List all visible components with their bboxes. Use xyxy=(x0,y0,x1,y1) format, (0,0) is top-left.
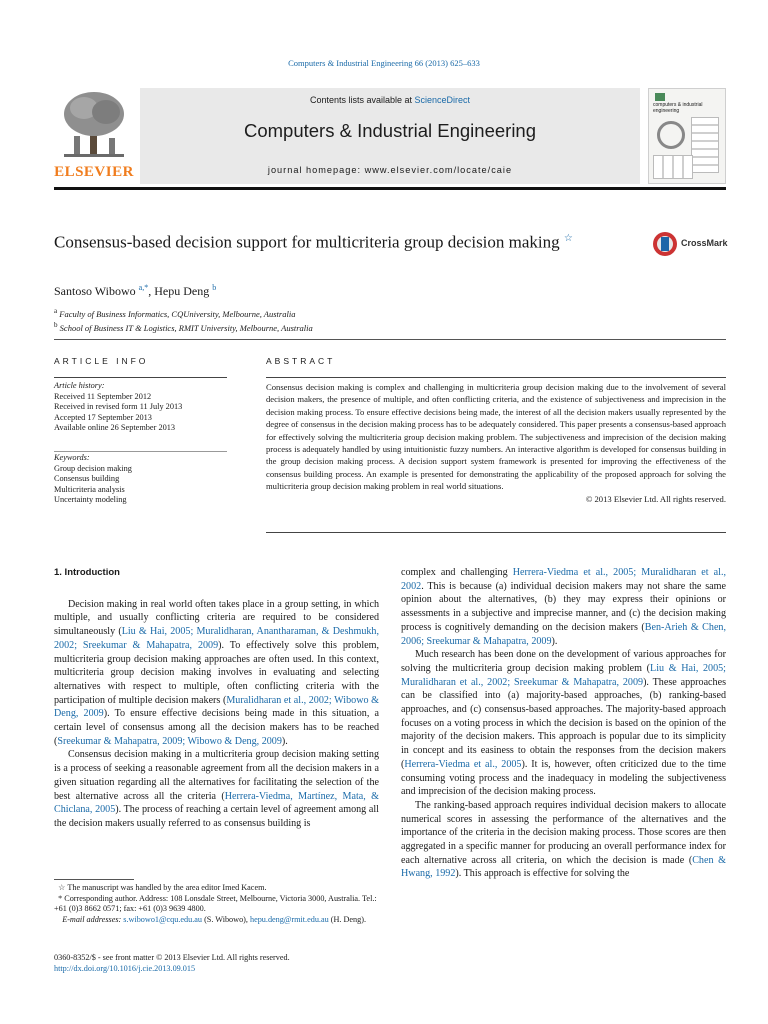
affiliation-line: $^a$ Faculty of Business Informatics, CQUniversity, Melbourne, Australia xyxy=(54,307,296,319)
cover-table-icon xyxy=(653,155,693,179)
body-left-column xyxy=(54,566,379,831)
email-link[interactable]: hepu.deng@rmit.edu.au xyxy=(249,914,329,924)
contents-prefix: Contents lists available at xyxy=(309,95,415,105)
body-right-column xyxy=(401,566,726,881)
citation-link[interactable]: Liu & Hai, 2005; Muralidharan, Anantharaman, & Deshmukh, 2002; Sreekumar & Mahapatra, 2009 xyxy=(54,626,379,651)
cover-circle-icon xyxy=(657,121,685,149)
article-history xyxy=(54,381,182,434)
body-paragraph: Decision making in real world often takes place in a group setting, in which multiple, and usually conflicting criteria are required to be considered simultaneously (Liu & Hai, 2005; Muralidharan, Anantharaman, & Deshmukh, 2002; Sreekumar & Mahapatra, 2009). To effectively solve this problem, multicriteria group decision making approaches are often used. In this context, multicriteria group decision making involves in evaluating and selecting alternatives with respect to multiple, often conflicting criteria with the participation of multiple decision makers (Muralidharan et al., 2002; Wibowo & Deng, 2009). To ensure effective decisions being made in this situation, a certain level of consensus among all the decision makers has to be reached (Sreekumar & Mahapatra, 2009; Wibowo & Deng, 2009). xyxy=(54,598,380,747)
cover-title: computers & industrial engineering xyxy=(653,102,703,114)
history-item: Received 11 September 2012 xyxy=(54,391,152,401)
author-list: Santoso Wibowo $^{a,*}$, Hepu Deng $^b$ xyxy=(54,283,217,298)
journal-cover-thumbnail[interactable] xyxy=(648,88,726,184)
citation-link[interactable]: Ben-Arieh & Chen, 2006; Sreekumar & Mahapatra, 2009 xyxy=(401,621,726,647)
body-paragraph: complex and challenging Herrera-Viedma et al., 2005; Muralidharan et al., 2002. This is because (a) individual decision makers may not share the same opinion about the alternatives, (b) they may express their opinions or assessments in a subjective and imprecise manner, and (c) the decision making process is cognitively demanding on the decision makers (Ben-Arieh & Chen, 2006; Sreekumar & Mahapatra, 2009). xyxy=(401,567,726,647)
abstract-bottom-rule xyxy=(266,532,726,533)
journal-citation-link[interactable]: Computers & Industrial Engineering 66 (2013) 625–633 xyxy=(288,58,480,68)
citation-link[interactable]: Herrera-Viedma et al., 2005; Muralidharan et al., 2002 xyxy=(401,567,726,592)
journal-title: Computers & Industrial Engineering xyxy=(243,120,537,141)
contents-line xyxy=(140,95,640,105)
abstract-text: Consensus decision making is complex and challenging in multicriteria group decision making due to the involvement of several decision makers, the presence of multiple, and often conflicting criteria, and the existence of subjectiveness and imprecision in the decision making process. To ensure effective decisions being made, the interest of all the decision makers usually represented by the degree of consensus in the decision making process has to be adequately considered. This paper presents a consensus-based approach for effectively solving the multicriteria group decision making problem. The subjectiveness and imprecision of the decision making process is adequately handled by using intuitionistic fuzzy numbers. An interactive algorithm is developed for consensus building in the group decision making process. A decision support system framework is presented for improving the effectiveness of the consensus building process. An example is presented for demonstrating the applicability of the proposed approach for solving the multicriteria group decision making problem in real world situations. xyxy=(266,382,726,492)
citation-link[interactable]: Muralidharan et al., 2002; Wibowo & Deng, 2009 xyxy=(54,694,380,720)
keywords xyxy=(54,453,132,506)
homepage-url-link[interactable]: www.elsevier.com/locate/caie xyxy=(364,165,513,175)
author-affiliation-marker[interactable]: a,* xyxy=(138,283,149,292)
abstract xyxy=(266,381,726,505)
history-item: Received in revised form 11 July 2013 xyxy=(54,402,183,411)
keyword-item: Consensus building xyxy=(54,474,120,483)
issn-line: 0360-8352/$ - see front matter © 2013 Elsevier Ltd. All rights reserved. xyxy=(54,953,290,962)
doi-link[interactable]: http://dx.doi.org/10.1016/j.cie.2013.09.015 xyxy=(54,964,196,973)
article-history-heading: Article history: xyxy=(54,381,105,390)
affiliation-line: $^b$ School of Business IT & Logistics, RMIT University, Melbourne, Australia xyxy=(54,320,313,333)
author-name: Hepu Deng xyxy=(154,284,210,298)
journal-homepage xyxy=(140,165,640,175)
sciencedirect-link[interactable]: ScienceDirect xyxy=(414,95,471,105)
article-info-label: ARTICLE INFO xyxy=(54,356,149,366)
citation-link[interactable]: Sreekumar & Mahapatra, 2009; Wibowo & Deng, 2009 xyxy=(57,735,282,747)
homepage-prefix: journal homepage: xyxy=(267,165,365,175)
section-heading: 1. Introduction xyxy=(54,567,120,578)
crossmark-label: CrossMark xyxy=(681,238,728,248)
citation-link[interactable]: Liu & Hai, 2005; Muralidharan et al., 2002; Sreekumar & Mahapatra, 2009 xyxy=(401,662,726,688)
footnote: * Corresponding author. Address: 108 Lonsdale Street, Melbourne, Victoria 3000, Australia. Tel.: +61 (0)3 8662 0571; fax: +61 (0)3 9639 4800. xyxy=(54,893,377,914)
history-item: Accepted 17 September 2013 xyxy=(54,412,152,422)
footnote-emails: E-mail addresses: s.wibowo1@cqu.edu.au (S. Wibowo), hepu.deng@rmit.edu.au (H. Deng). xyxy=(62,914,366,924)
cover-emblem-icon xyxy=(655,93,665,101)
footnote-rule xyxy=(54,879,134,880)
citation-link[interactable]: Herrera-Viedma, Martínez, Mata, & Chiclana, 2005 xyxy=(54,790,379,816)
article-title-text: Consensus-based decision support for multicriteria group decision making xyxy=(54,232,560,252)
author-affiliation-marker[interactable]: b xyxy=(212,283,217,292)
keyword-item: Multicriteria analysis xyxy=(54,484,125,494)
history-item: Available online 26 September 2013 xyxy=(54,423,176,432)
body-paragraph: Consensus decision making in a multicriteria group decision making setting is a process of seeking a reasonable agreement from all the decision makers in a given situation regarding all the alternatives for facilitating the selection of the best alternative across all the criteria (Herrera-Viedma, Martínez, Mata, & Chiclana, 2005). The process of reaching a certain level of agreement among all the decision makers usually referred to as consensus building is xyxy=(54,749,379,829)
email-link[interactable]: s.wibowo1@cqu.edu.au xyxy=(123,914,203,924)
abstract-rule xyxy=(266,377,726,378)
body-paragraph: Much research has been done on the development of various approaches for solving the multicriteria group decision making problem (Liu & Hai, 2005; Muralidharan et al., 2002; Sreekumar & Mahapatra, 2009). These approaches can be classified into (a) majority-based approaches, (b) ranking-based approaches, and (c) consensus-based approaches. The majority-based approach focuses on a voting process in which the decision is based on the opinion of the majority of the decision makers. This approach is popular due to its simplicity in concept and its easiness to obtain the responses from the decision makers (Herrera-Viedma et al., 2005). It is, however, often criticized due to the time consuming voting process and the inadequacy in modeling the subjectiveness and imprecision of the decision making process. xyxy=(401,649,726,798)
elsevier-wordmark: ELSEVIER xyxy=(54,164,134,180)
keywords-heading: Keywords: xyxy=(54,453,90,462)
abstract-copyright: © 2013 Elsevier Ltd. All rights reserved. xyxy=(585,493,726,504)
footnotes xyxy=(54,883,384,925)
citation-link[interactable]: Chen & Hwang, 1992 xyxy=(401,854,726,880)
article-info-separator xyxy=(54,451,227,452)
author-name: Santoso Wibowo xyxy=(54,284,136,298)
section-divider xyxy=(54,339,726,340)
footnote: ☆ The manuscript was handled by the area editor Imed Kacem. xyxy=(58,883,267,892)
article-info-rule xyxy=(54,377,227,378)
front-matter-meta xyxy=(54,952,290,974)
cover-grid-icon xyxy=(691,117,719,173)
crossmark-badge[interactable] xyxy=(652,231,732,257)
keyword-item: Uncertainty modeling xyxy=(54,495,127,504)
citation-link[interactable]: Herrera-Viedma et al., 2005 xyxy=(404,758,522,770)
header-rule xyxy=(54,187,726,190)
abstract-label: ABSTRACT xyxy=(266,356,336,366)
keyword-item: Group decision making xyxy=(54,463,132,473)
title-footnote-marker[interactable]: ☆ xyxy=(563,233,573,244)
crossmark-icon xyxy=(652,231,678,257)
affiliations xyxy=(54,306,313,334)
article-title xyxy=(54,228,614,254)
body-paragraph: The ranking-based approach requires individual decision makers to allocate numerical scores in assessing the performance of the alternatives and the importance of the criteria in the decision making process. Those scores are then aggregated in a specific manner for producing an overall performance index for each alternative across all criteria, on which the decision is made (Chen & Hwang, 1992). This approach is effective for solving the xyxy=(401,799,726,880)
